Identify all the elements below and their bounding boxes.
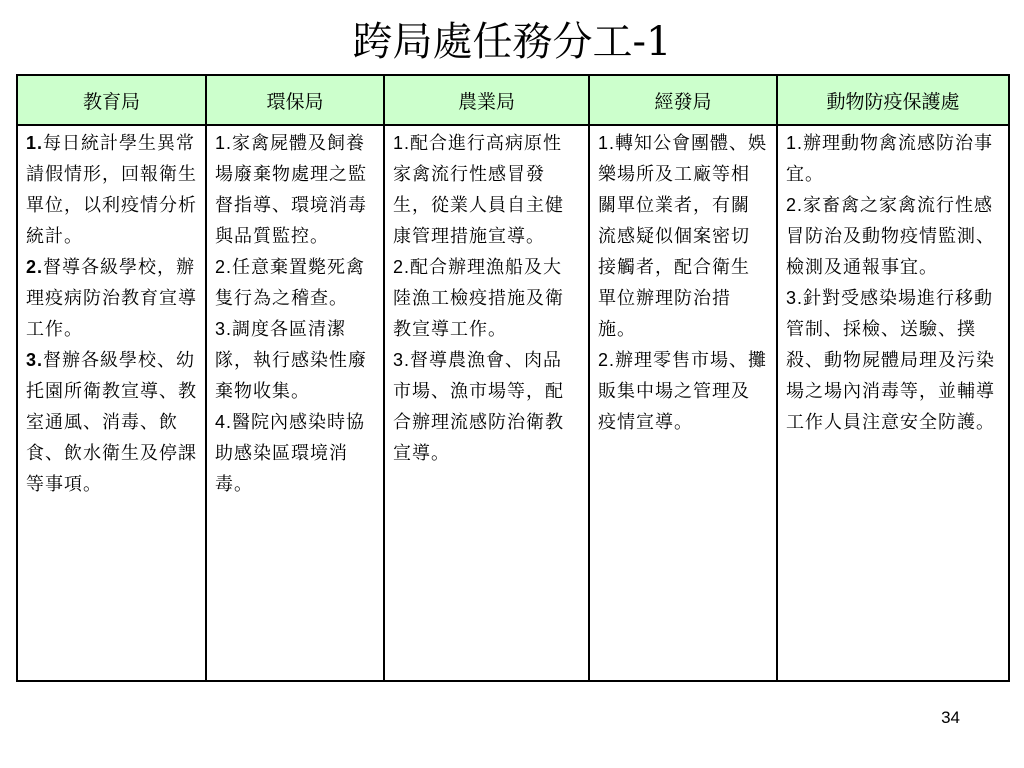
task-item: [786, 283, 1000, 438]
cell-education-bureau: [17, 125, 206, 681]
task-item: [786, 190, 1000, 283]
task-item-text: 配合辦理漁船及大陸漁工檢疫措施及衛教宣導工作。: [393, 257, 564, 340]
task-item: [215, 314, 375, 407]
task-item-number: 1.: [786, 133, 804, 153]
task-division-table: [16, 74, 1010, 682]
task-item-text: 針對受感染場進行移動管制、採檢、送驗、撲殺、動物屍體局理及污染場之場內消毒等，並輔導工作人員注意安全防護。: [786, 288, 995, 433]
task-item-number: 3.: [215, 319, 233, 339]
task-item: [26, 345, 197, 500]
header-education-bureau: 教育局: [17, 75, 206, 125]
task-item-text: 督辦各級學校、幼托園所衛教宣導、教室通風、消毒、飲食、飲水衛生及停課等事項。: [26, 350, 197, 495]
task-item-text: 調度各區清潔隊，執行感染性廢棄物收集。: [215, 319, 367, 402]
task-item-text: 每日統計學生異常請假情形，回報衛生單位，以利疫情分析統計。: [26, 133, 197, 247]
task-item: [215, 407, 375, 500]
task-item-number: 4.: [215, 412, 233, 432]
task-item-number: 2.: [393, 257, 411, 277]
content-row: [17, 125, 1009, 681]
cell-animal-protection-office: [777, 125, 1009, 681]
task-item-text: 督導各級學校，辦理疫病防治教育宣導工作。: [26, 257, 197, 340]
cell-environmental-bureau: [206, 125, 384, 681]
header-economic-development-bureau: 經發局: [589, 75, 777, 125]
task-item-text: 家畜禽之家禽流行性感冒防治及動物疫情監測、檢測及通報事宜。: [786, 195, 995, 278]
task-item: [393, 128, 580, 252]
task-item-number: 2.: [215, 257, 233, 277]
header-row: [17, 75, 1009, 125]
header-agriculture-bureau: 農業局: [384, 75, 589, 125]
task-item-number: 1.: [598, 133, 616, 153]
task-item-number: 2.: [786, 195, 804, 215]
task-item-text: 轉知公會團體、娛樂場所及工廠等相關單位業者，有關流感疑似個案密切接觸者，配合衛生單位辦理防治措施。: [598, 133, 768, 340]
task-item-text: 督導農漁會、肉品市場、漁市場等，配合辦理流感防治衛教宣導。: [393, 350, 564, 464]
task-item: [598, 128, 768, 345]
task-item-number: 3.: [26, 350, 44, 370]
task-item-number: 1.: [26, 133, 44, 153]
task-item-text: 任意棄置斃死禽隻行為之稽查。: [215, 257, 366, 309]
cell-economic-development-bureau: [589, 125, 777, 681]
task-item-text: 辦理動物禽流感防治事宜。: [786, 133, 994, 185]
cell-agriculture-bureau: [384, 125, 589, 681]
task-item: [786, 128, 1000, 190]
task-item: [393, 252, 580, 345]
task-item-number: 3.: [786, 288, 804, 308]
task-item: [215, 128, 375, 252]
task-item: [598, 345, 768, 438]
task-item: [26, 128, 197, 252]
task-item-text: 辦理零售市場、攤販集中場之管理及疫情宣導。: [598, 350, 768, 433]
task-item: [215, 252, 375, 314]
task-item: [393, 345, 580, 469]
task-item-text: 醫院內感染時協助感染區環境消毒。: [215, 412, 366, 495]
task-item-number: 1.: [215, 133, 233, 153]
slide-title: 跨局處任務分工-1: [352, 19, 672, 65]
task-item-number: 2.: [598, 350, 616, 370]
task-item-text: 家禽屍體及飼養場廢棄物處理之監督指導、環境消毒與品質監控。: [215, 133, 367, 247]
task-item-number: 2.: [26, 257, 44, 277]
task-item-text: 配合進行高病原性家禽流行性感冒發生，從業人員自主健康管理措施宣導。: [393, 133, 564, 247]
task-item-number: 1.: [393, 133, 411, 153]
page-number: 34: [941, 708, 960, 727]
header-animal-protection-office: 動物防疫保護處: [777, 75, 1009, 125]
task-item: [26, 252, 197, 345]
task-item-number: 3.: [393, 350, 411, 370]
header-environmental-bureau: 環保局: [206, 75, 384, 125]
